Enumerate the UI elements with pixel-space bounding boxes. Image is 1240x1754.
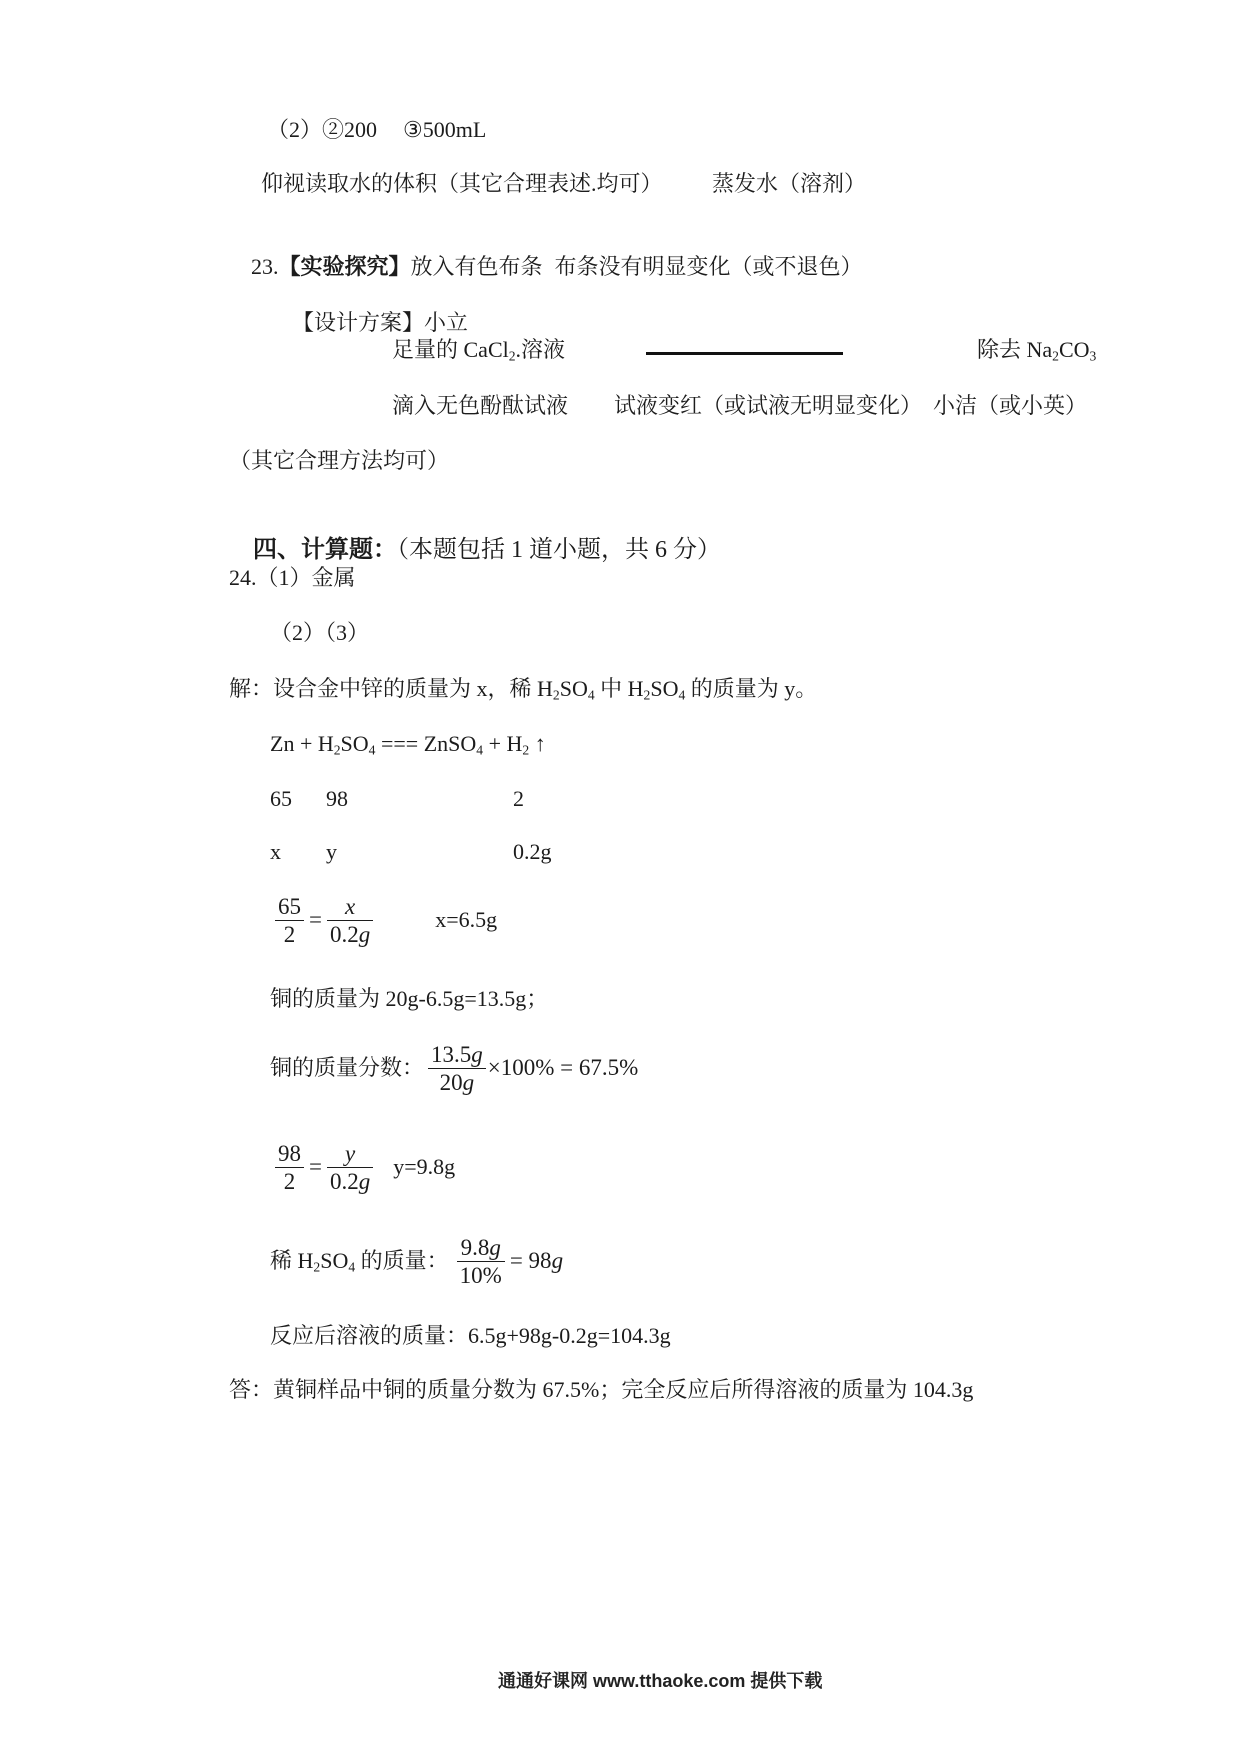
subscript: 2 <box>313 1259 321 1275</box>
design-row1-reagent <box>392 336 565 364</box>
text-run: 13.5 <box>431 1041 472 1067</box>
subscript: 2 <box>1052 348 1059 364</box>
fraction-numerator <box>458 1234 504 1261</box>
text-run: 65 <box>278 893 301 919</box>
text-run: 0.2 <box>329 921 359 947</box>
subscript: 2 <box>522 742 530 758</box>
text-run: 的质量为 y。 <box>685 676 818 701</box>
fraction-numerator <box>342 893 358 920</box>
solution-setup <box>229 675 817 703</box>
text-run: 稀 H <box>270 1248 314 1273</box>
math-variable: x <box>345 893 356 919</box>
ratio-y-equation <box>275 1138 455 1196</box>
subscript: 4 <box>368 742 376 758</box>
fraction-denominator <box>457 1262 505 1289</box>
fraction-numerator <box>342 1140 358 1167</box>
fraction <box>327 1140 373 1195</box>
unknown-x: x <box>270 839 281 864</box>
explore-step: 放入有色布条 <box>410 254 543 279</box>
text-run: 9.8 <box>460 1234 490 1260</box>
design-row1-purpose <box>977 336 1096 364</box>
fraction-numerator <box>428 1041 486 1068</box>
fraction-denominator <box>281 1168 299 1195</box>
q22-remedy: 蒸发水（溶剂） <box>712 171 867 196</box>
text-run: SO <box>320 1248 349 1273</box>
relative-mass-zn: 65 <box>270 786 292 811</box>
text-run: 98 <box>278 1140 301 1166</box>
copper-fraction-equation <box>270 1039 638 1097</box>
acid-mass-label <box>270 1247 449 1275</box>
q22-error-reason: 仰视读取水的体积（其它合理表述.均可） <box>261 171 663 196</box>
fraction <box>327 893 373 948</box>
hydrogen-mass: 0.2g <box>513 839 552 864</box>
equals-sign: = <box>309 907 322 932</box>
subscript: 4 <box>587 687 595 703</box>
fraction <box>275 893 304 948</box>
text-run: 20 <box>439 1069 463 1095</box>
relative-mass-h2: 2 <box>513 786 524 811</box>
chemical-equation <box>270 730 546 758</box>
ratio-y-result: y=9.8g <box>393 1154 456 1179</box>
text-run: 的质量： <box>355 1248 449 1273</box>
acid-mass-result <box>510 1247 563 1275</box>
equals-sign: = <box>309 1154 322 1179</box>
text-run: + H <box>483 731 523 756</box>
text-run: Zn + H <box>270 731 334 756</box>
subscript: 4 <box>476 742 484 758</box>
text-run: 0.2 <box>329 1168 359 1194</box>
text-run: CO <box>1058 337 1090 362</box>
math-variable: g <box>358 921 371 947</box>
page-footer: 通通好课网 www.tthaoke.com 提供下载 <box>498 1671 823 1691</box>
explore-result: 布条没有明显变化（或不退色） <box>554 254 863 279</box>
math-variable: g <box>551 1248 564 1273</box>
section-title: 四、计算题： <box>253 537 397 563</box>
fraction-denominator <box>327 921 373 948</box>
text-run: ↑ <box>529 731 546 756</box>
text-run: === ZnSO <box>375 731 477 756</box>
design-row2-reagent: 滴入无色酚酞试液 <box>392 393 569 418</box>
q23-note: （其它合理方法均可） <box>229 448 450 473</box>
unknown-y: y <box>326 839 337 864</box>
fraction-numerator <box>275 1140 304 1167</box>
text-run: SO <box>559 676 588 701</box>
solution-mass-line: 反应后溶液的质量：6.5g+98g-0.2g=104.3g <box>270 1323 671 1348</box>
explore-section-label: 【实验探究】 <box>278 254 411 279</box>
q24-part2-3-label: （2）（3） <box>270 620 370 645</box>
design-row2-phenomenon: 试液变红（或试液无明显变化） <box>614 393 923 418</box>
text-run: 解：设合金中锌的质量为 x，稀 H <box>229 676 553 701</box>
subscript: 2 <box>643 687 651 703</box>
math-variable: g <box>462 1069 475 1095</box>
math-variable: g <box>471 1041 483 1067</box>
design-row2-conclusion: 小洁（或小英） <box>933 393 1088 418</box>
text-run: 中 H <box>594 676 644 701</box>
fraction <box>428 1041 486 1096</box>
math-variable: y <box>345 1140 356 1166</box>
text-run: 10% <box>459 1262 502 1288</box>
copper-fraction-result: ×100% = 67.5% <box>487 1055 639 1080</box>
fraction-denominator <box>437 1069 478 1096</box>
text-run: 2 <box>283 921 296 947</box>
subscript: 3 <box>1089 348 1097 364</box>
fraction-denominator <box>327 1168 373 1195</box>
final-answer: 答：黄铜样品中铜的质量分数为 67.5%；完全反应后所得溶液的质量为 104.3g <box>229 1377 974 1402</box>
subscript: 2 <box>333 742 341 758</box>
q22-part3-answer: ③500mL <box>403 117 487 142</box>
design-section-label: 【设计方案】 <box>292 310 425 335</box>
section-description: （本题包括 1 道小题，共 6 分） <box>397 537 721 563</box>
q24-part1-answer: 24.（1）金属 <box>229 565 356 590</box>
question-number: 23. <box>251 254 279 279</box>
subscript: 4 <box>678 687 686 703</box>
text-run: 2 <box>283 1168 296 1194</box>
subscript: 4 <box>348 1259 356 1275</box>
fraction-denominator <box>281 921 299 948</box>
text-run: = 98 <box>509 1248 552 1273</box>
text-run: 足量的 CaCl <box>392 337 509 362</box>
blank-dash-line <box>646 352 843 355</box>
fraction <box>275 1140 304 1195</box>
q22-part2-answer: （2）②200 <box>267 117 378 142</box>
ratio-x-result: x=6.5g <box>435 907 498 932</box>
relative-mass-h2so4: 98 <box>326 786 348 811</box>
text-run: .溶液 <box>515 337 566 362</box>
math-variable: g <box>489 1234 501 1260</box>
copper-mass-line: 铜的质量为 20g-6.5g=13.5g； <box>270 986 549 1011</box>
text-run: 除去 Na <box>977 337 1053 362</box>
fraction <box>457 1234 505 1289</box>
fraction-numerator <box>275 893 304 920</box>
text-run: SO <box>650 676 679 701</box>
subscript: 2 <box>508 348 516 364</box>
subscript: 2 <box>552 687 560 703</box>
math-variable: g <box>358 1168 371 1194</box>
text-run: SO <box>340 731 369 756</box>
acid-mass-equation <box>270 1232 563 1290</box>
ratio-x-equation <box>275 891 497 949</box>
design-person: 小立 <box>424 310 469 335</box>
copper-fraction-label: 铜的质量分数： <box>270 1055 425 1080</box>
